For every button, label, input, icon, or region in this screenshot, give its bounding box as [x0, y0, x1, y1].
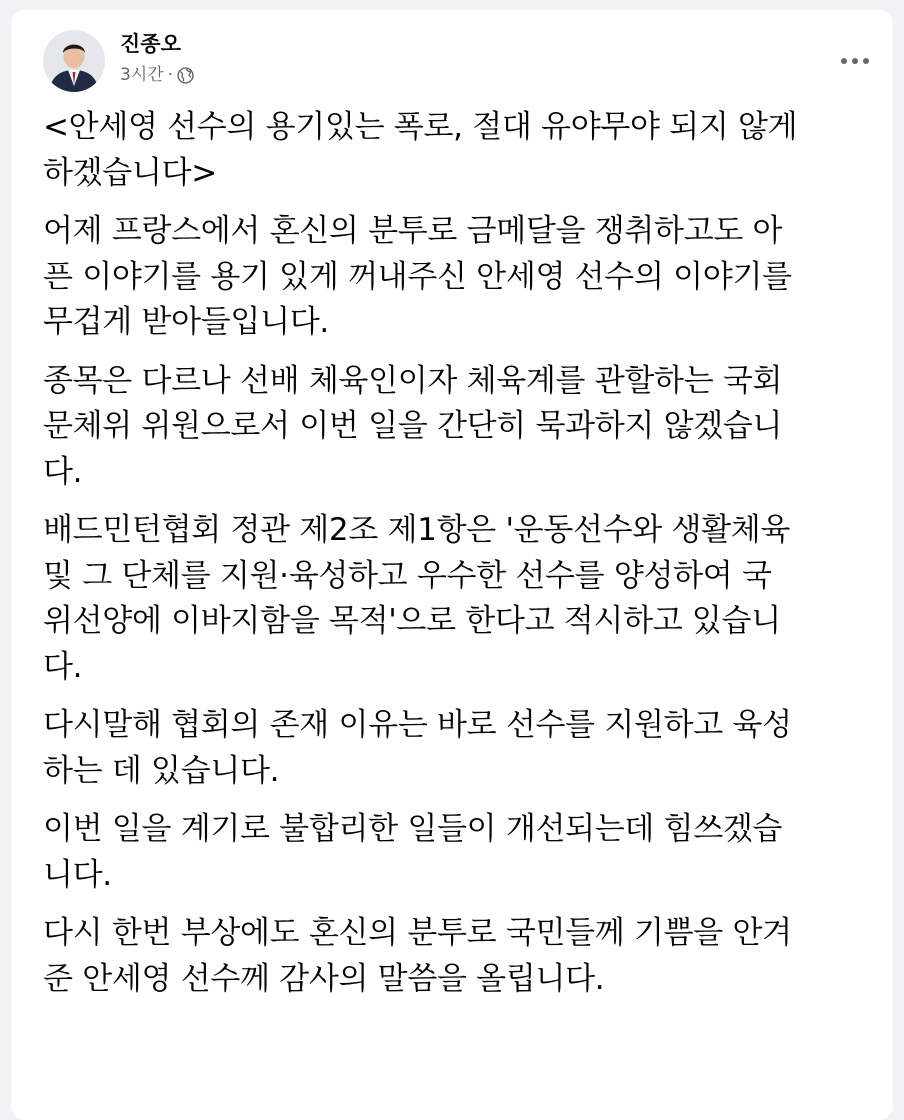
meta-separator: · — [167, 65, 174, 85]
globe-icon[interactable] — [177, 67, 194, 84]
post-paragraph: 어제 프랑스에서 혼신의 분투로 금메달을 쟁취하고도 아 픈 이야기를 용기 있게 꺼내주신 안세영 선수의 이야기를 무겁게 받아들입니다. — [43, 213, 792, 340]
post-paragraph-title: <안세영 선수의 용기있는 폭로, 절대 유야무야 되지 않게 하겠습니다> — [43, 109, 798, 191]
more-horizontal-icon — [840, 57, 870, 65]
author-name[interactable]: 진종오 — [120, 32, 181, 56]
post-paragraph: 배드민턴협회 정관 제2조 제1항은 '운동선수와 생활체육 및 그 단체를 지원·육성하고 우수한 선수를 양성하여 국 위선양에 이바지함을 목적'으로 한다고 적시하고 있습니 다. — [43, 512, 791, 685]
post-header — [43, 30, 873, 94]
avatar-portrait — [43, 30, 105, 92]
post-card — [11, 10, 893, 1120]
post-paragraph: 이번 일을 계기로 불합리한 일들이 개선되는데 힘쓰겠습 니다. — [43, 811, 783, 893]
post-body — [43, 105, 873, 1015]
post-paragraph: 종목은 다르나 선배 체육인이자 체육계를 관할하는 국회 문체위 위원으로서 이번 일을 간단히 묵과하지 않겠습니 다. — [43, 362, 783, 490]
post-paragraph: 다시 한번 부상에도 혼신의 분투로 국민들께 기쁨을 안겨 준 안세영 선수께 감사의 말씀을 올립니다. — [43, 915, 792, 997]
author-avatar[interactable] — [43, 30, 105, 92]
post-time[interactable]: 3시간 — [120, 65, 164, 85]
more-options-button[interactable] — [837, 48, 873, 74]
post-paragraph: 다시말해 협회의 존재 이유는 바로 선수를 지원하고 육성 하는 데 있습니다. — [43, 707, 792, 789]
post-meta — [120, 64, 194, 86]
